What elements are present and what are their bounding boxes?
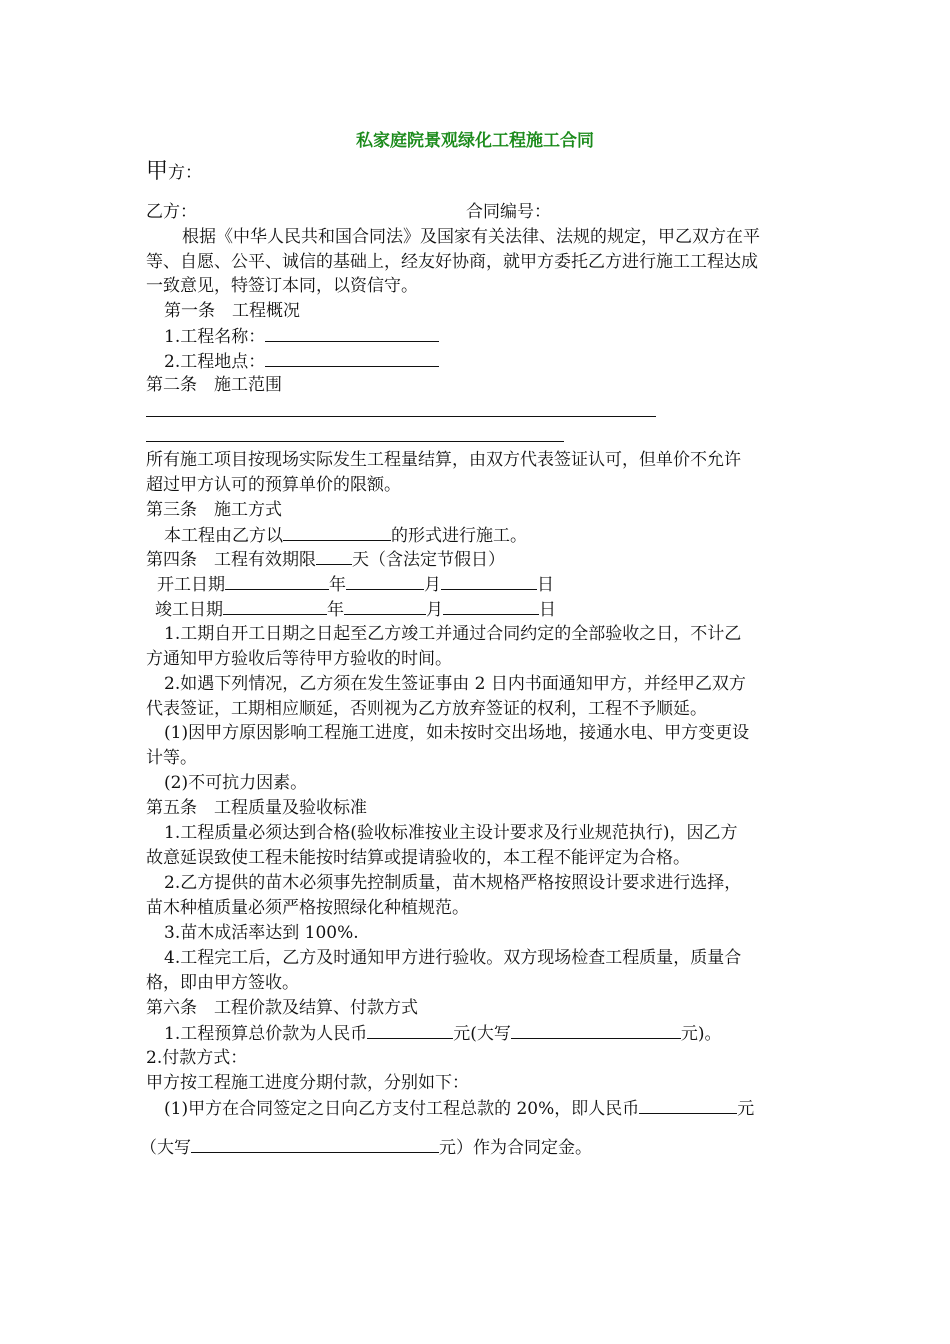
budget-total-mid: 元(大写 — [453, 1024, 511, 1044]
construction-mode-pre: 本工程由乙方以 — [164, 526, 283, 546]
article-4-c1-line-1: (1)因甲方原因影响工程施工进度，如未按时交出场地，接通水电、甲方变更设 — [164, 723, 750, 743]
scope-blank-line-1[interactable] — [146, 416, 656, 417]
deposit-pre: (1)甲方在合同签定之日向乙方支付工程总款的 20%，即人民币 — [164, 1099, 640, 1119]
start-year-blank[interactable] — [225, 572, 329, 590]
article-5-p2-line-2: 苗木种植质量必须严格按照绿化种植规范。 — [146, 898, 469, 918]
intro-line-2: 等、自愿、公平、诚信的基础上，经友好协商，就甲方委托乙方进行施工工程达成 — [146, 252, 758, 272]
construction-mode-row — [164, 523, 527, 548]
end-month-unit: 月 — [426, 600, 443, 620]
article-4-heading-pre: 第四条 工程有效期限 — [146, 550, 316, 570]
construction-mode-post: 的形式进行施工。 — [391, 526, 527, 546]
article-5-p1-line-2: 故意延误致使工程未能按时结算或提请验收的，本工程不能评定为合格。 — [146, 848, 690, 868]
party-b-label: 乙方： — [146, 202, 197, 222]
duration-days-blank[interactable] — [316, 547, 352, 565]
end-date-row — [155, 597, 556, 622]
contract-no-label: 合同编号： — [466, 202, 551, 222]
article-4-c2: (2)不可抗力因素。 — [164, 773, 308, 793]
end-year-unit: 年 — [327, 600, 344, 620]
deposit-words-post: 元）作为合同定金。 — [439, 1138, 592, 1158]
project-name-row — [164, 324, 439, 349]
payment-installments-text: 甲方按工程施工进度分期付款，分别如下： — [146, 1073, 469, 1093]
project-name-blank[interactable] — [265, 324, 439, 342]
project-name-label: 1.工程名称： — [164, 327, 266, 347]
budget-amount-blank[interactable] — [367, 1021, 453, 1039]
deposit-words-row — [140, 1135, 592, 1160]
intro-line-1: 根据《中华人民共和国合同法》及国家有关法律、法规的规定，甲乙双方在平 — [182, 227, 760, 247]
article-3-heading: 第三条 施工方式 — [146, 500, 282, 520]
deposit-row — [164, 1096, 754, 1121]
construction-mode-blank[interactable] — [283, 523, 391, 541]
article-5-p4-line-2: 格，即由甲方签收。 — [146, 973, 299, 993]
article-2-heading: 第二条 施工范围 — [146, 375, 282, 395]
article-4-p2-line-2: 代表签证，工期相应顺延，否则视为乙方放弃签证的权利，工程不予顺延。 — [146, 699, 707, 719]
article-1-heading: 第一条 工程概况 — [164, 301, 300, 321]
party-a-label: 方： — [168, 163, 203, 183]
start-day-blank[interactable] — [441, 572, 537, 590]
article-2-text-1: 所有施工项目按现场实际发生工程量结算，由双方代表签证认可，但单价不允许 — [146, 450, 741, 470]
start-year-unit: 年 — [329, 575, 346, 595]
scope-blank-line-2[interactable] — [146, 441, 564, 442]
document-title: 私家庭院景观绿化工程施工合同 — [356, 131, 594, 151]
budget-total-pre: 1.工程预算总价款为人民币 — [164, 1024, 368, 1044]
article-5-p4-line-1: 4.工程完工后，乙方及时通知甲方进行验收。双方现场检查工程质量，质量合 — [164, 948, 742, 968]
article-4-c1-line-2: 计等。 — [146, 748, 197, 768]
start-month-blank[interactable] — [346, 572, 424, 590]
project-site-label: 2.工程地点： — [164, 352, 266, 372]
party-a-big-char: 甲 — [146, 159, 169, 184]
end-day-unit: 日 — [539, 600, 556, 620]
intro-line-3: 一致意见，特签订本同，以资信守。 — [146, 276, 418, 296]
budget-total-post: 元)。 — [680, 1024, 722, 1044]
article-5-p2-line-1: 2.乙方提供的苗木必须事先控制质量，苗木规格严格按照设计要求进行选择， — [164, 873, 742, 893]
project-site-blank[interactable] — [265, 349, 439, 367]
start-month-unit: 月 — [424, 575, 441, 595]
end-month-blank[interactable] — [344, 597, 426, 615]
article-6-heading: 第六条 工程价款及结算、付款方式 — [146, 998, 418, 1018]
deposit-unit: 元 — [737, 1099, 755, 1119]
article-5-heading: 第五条 工程质量及验收标准 — [146, 798, 367, 818]
article-4-p2-line-1: 2.如遇下列情况，乙方须在发生签证事由 2 日内书面通知甲方，并经甲乙双方 — [164, 674, 746, 694]
payment-method-label: 2.付款方式： — [146, 1048, 248, 1068]
article-5-p1-line-1: 1.工程质量必须达到合格(验收标准按业主设计要求及行业规范执行)，因乙方 — [164, 823, 738, 843]
article-4-p1-line-2: 方通知甲方验收后等待甲方验收的时间。 — [146, 649, 452, 669]
deposit-words-pre: （大写 — [140, 1138, 191, 1158]
deposit-amount-blank[interactable] — [639, 1096, 737, 1114]
budget-amount-words-blank[interactable] — [511, 1021, 681, 1039]
start-day-unit: 日 — [537, 575, 554, 595]
project-site-row — [164, 349, 439, 374]
end-year-blank[interactable] — [223, 597, 327, 615]
budget-total-row — [164, 1021, 722, 1046]
start-date-label: 开工日期 — [157, 575, 225, 595]
article-2-text-2: 超过甲方认可的预算单价的限额。 — [146, 475, 401, 495]
deposit-words-blank[interactable] — [191, 1135, 439, 1153]
article-4-heading-post: 天（含法定节假日） — [352, 550, 505, 570]
article-5-p3: 3.苗木成活率达到 100%. — [164, 923, 359, 943]
article-4-p1-line-1: 1.工期自开工日期之日起至乙方竣工并通过合同约定的全部验收之日，不计乙 — [164, 624, 742, 644]
start-date-row — [157, 572, 554, 597]
end-day-blank[interactable] — [443, 597, 539, 615]
party-a-line — [146, 160, 202, 185]
article-4-heading — [146, 547, 505, 572]
end-date-label: 竣工日期 — [155, 600, 223, 620]
